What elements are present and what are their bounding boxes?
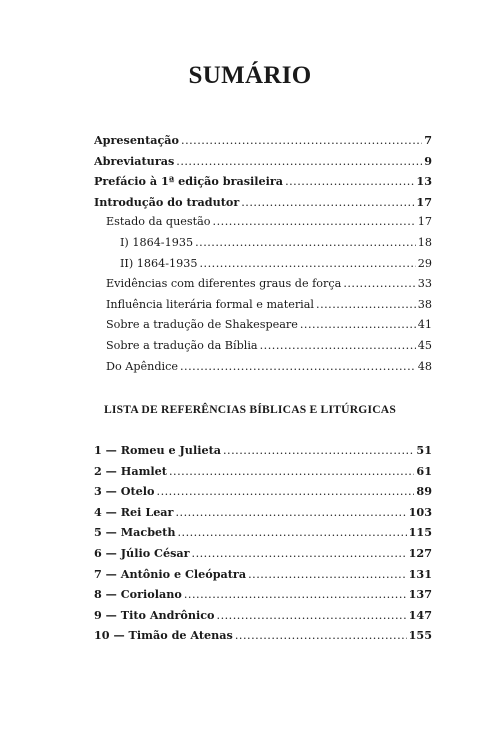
toc-entry-page-number: 61 (416, 463, 432, 478)
toc-entry (94, 461, 432, 482)
toc-entry (94, 315, 432, 336)
dot-leader (175, 503, 406, 523)
toc-entry-label: I) 1864-1935 (120, 235, 194, 249)
toc-entry (94, 212, 432, 233)
toc-entry-label: 4 — Rei Lear (94, 504, 174, 519)
toc-entry-label: 2 — Hamlet (94, 463, 167, 478)
toc-entry-label: Sobre a tradução da Bíblia (106, 338, 258, 352)
toc-entry-label: 5 — Macbeth (94, 525, 176, 540)
toc-entry-label: Influência literária formal e material (106, 297, 315, 311)
toc-entry-page-number: 38 (417, 297, 432, 311)
toc-entry (94, 502, 432, 523)
section-heading: LISTA DE REFERÊNCIAS BÍBLICAS E LITÚRGICAS (104, 403, 396, 416)
toc-entry-label: Do Apêndice (106, 359, 178, 373)
toc-entry-page-number: 18 (417, 235, 432, 249)
toc-entry-page-number: 9 (424, 153, 432, 168)
dot-leader (213, 212, 416, 233)
toc-entry-label: 7 — Antônio e Cleópatra (94, 566, 247, 581)
toc-entry (94, 564, 432, 585)
toc-entry (94, 151, 432, 172)
dot-leader (241, 193, 414, 213)
toc-entry-page-number: 115 (408, 525, 432, 540)
toc-entry-label: Abreviaturas (94, 153, 175, 168)
toc-entry (94, 171, 432, 192)
toc-entry-label: 3 — Otelo (94, 484, 155, 499)
dot-leader (235, 626, 407, 646)
toc-entry (94, 295, 432, 316)
dot-leader (285, 172, 414, 192)
dot-leader (199, 254, 415, 275)
toc-entry-label: Sobre a tradução de Shakespeare (106, 318, 298, 332)
toc-entry-page-number: 89 (416, 484, 432, 499)
dot-leader (300, 315, 416, 336)
toc-entry-page-number: 41 (417, 318, 432, 332)
dot-leader (181, 131, 422, 151)
toc-entry-page-number: 103 (408, 504, 432, 519)
toc-entry-label: 6 — Júlio César (94, 545, 190, 560)
toc-entry-page-number: 17 (417, 215, 432, 229)
dot-leader (248, 565, 407, 585)
toc-entry-page-number: 48 (417, 359, 432, 373)
toc-entry-label: II) 1864-1935 (120, 256, 198, 270)
toc-entry-label: 8 — Coriolano (94, 587, 182, 602)
toc-entry (94, 130, 432, 151)
toc-entry (94, 336, 432, 357)
toc-entry (94, 274, 432, 295)
toc-entry-label: 9 — Tito Andrônico (94, 607, 215, 622)
toc-entry-label: Apresentação (94, 133, 180, 147)
dot-leader (157, 482, 415, 502)
toc-entry-page-number: 155 (408, 628, 432, 643)
dot-leader (260, 336, 416, 357)
dot-leader (217, 606, 407, 626)
toc-entry (94, 522, 432, 543)
toc-entry-page-number: 127 (408, 545, 432, 560)
toc-entry (94, 625, 432, 646)
dot-leader (343, 274, 415, 295)
dot-leader (192, 544, 407, 564)
dot-leader (176, 152, 422, 172)
toc-entry-page-number: 17 (416, 194, 432, 209)
toc-entry (94, 584, 432, 605)
toc-entry (94, 481, 432, 502)
toc-entry-page-number: 7 (424, 133, 432, 147)
toc-entry-page-number: 29 (417, 256, 432, 270)
toc-entry-page-number: 33 (417, 277, 432, 291)
toc-entry-page-number: 51 (416, 443, 432, 457)
toc-entry (94, 440, 432, 461)
toc-entry-page-number: 45 (417, 338, 432, 352)
toc-entry (94, 357, 432, 378)
toc-entry-page-number: 131 (408, 566, 432, 581)
toc-entry (94, 233, 432, 254)
toc-entry (94, 254, 432, 275)
dot-leader (316, 295, 416, 316)
dot-leader (169, 462, 414, 482)
page-title: SUMÁRIO (188, 62, 312, 89)
dot-leader (223, 441, 414, 461)
toc-entry (94, 543, 432, 564)
toc-entry-page-number: 13 (416, 174, 432, 189)
dot-leader (184, 585, 407, 605)
toc-entry (94, 605, 432, 626)
dot-leader (180, 357, 416, 378)
toc-entry-label: Evidências com diferentes graus de força (106, 277, 342, 291)
toc-entry-label: 10 — Timão de Atenas (94, 628, 233, 643)
toc-entry-label: 1 — Romeu e Julieta (94, 443, 221, 457)
toc-entry-label: Introdução do tradutor (94, 194, 240, 209)
dot-leader (177, 523, 406, 543)
toc-entry-page-number: 137 (408, 587, 432, 602)
toc-entry-label: Prefácio à 1ª edição brasileira (94, 174, 284, 189)
toc-entry (94, 192, 432, 213)
toc-entry-label: Estado da questão (106, 215, 211, 229)
table-of-contents (94, 130, 432, 377)
dot-leader (195, 233, 416, 254)
toc-entry-page-number: 147 (408, 607, 432, 622)
references-list (94, 440, 432, 646)
